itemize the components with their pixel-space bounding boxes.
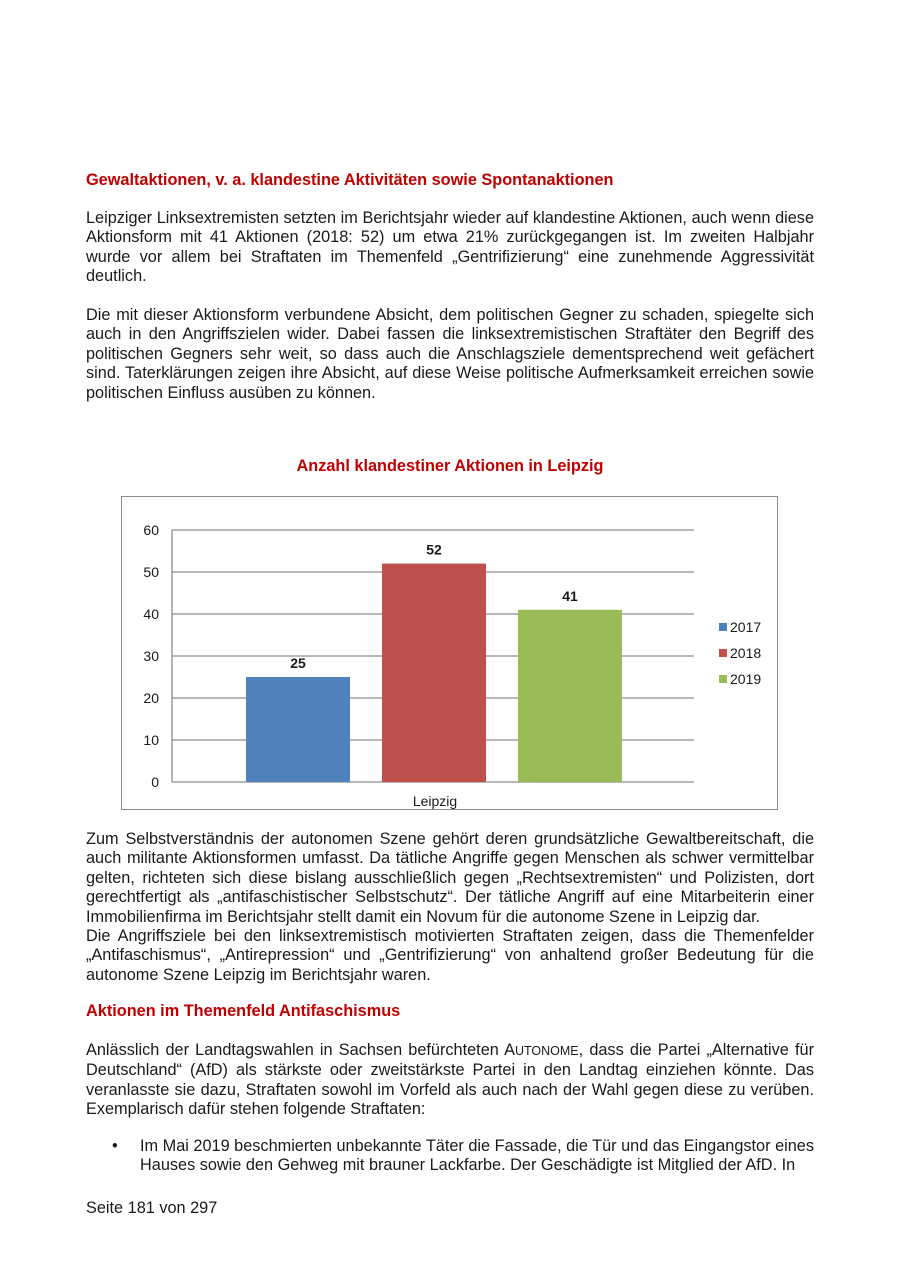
p5-smallcaps-autonome: UTONOME — [514, 1044, 579, 1058]
y-tick-label: 20 — [143, 690, 159, 706]
list-item-text: Im Mai 2019 beschmierten unbekannte Täter die Fassade, die Tür und das Eingangstor eines Hauses sowie den Gehweg mit brauner Lackfarbe. Der Geschädigte ist Mitglied der AfD. In — [140, 1137, 814, 1175]
bar-chart — [121, 496, 778, 810]
bullet-icon: • — [112, 1137, 118, 1155]
bar-2017 — [246, 677, 350, 782]
legend-label-2017: 2017 — [730, 619, 762, 635]
legend-label-2019: 2019 — [730, 671, 762, 687]
data-label-2019: 41 — [562, 587, 578, 604]
y-tick-label: 50 — [143, 564, 159, 580]
p5-text-before: Anlässlich der Landtagswahlen in Sachsen befürchteten A — [86, 1041, 515, 1059]
section-heading-antifaschismus: Aktionen im Themenfeld Antifaschismus — [86, 1002, 401, 1020]
bullet-list — [86, 1137, 814, 1176]
p5-text-after: , dass die Partei „Alternative für Deutschland“ (AfD) als stärkste oder zweitstärkste Partei in den Landtag einziehen könnte. Das veranlasste sie dazu, Straftaten sowohl im Vorfeld als auch nach der Wahl gegen diese zu verüben. Exemplarisch dafür stehen folgende Straftaten: — [86, 1041, 814, 1119]
page-footer: Seite 181 von 297 — [86, 1199, 218, 1217]
data-label-2017: 25 — [290, 655, 306, 671]
legend-swatch-2019 — [719, 675, 727, 683]
legend-swatch-2017 — [719, 623, 727, 631]
x-category-label: Leipzig — [412, 793, 458, 809]
paragraph-angriffsziele: Die Angriffsziele bei den linksextremistisch motivierten Straftaten zeigen, dass die Themenfelder „Antifaschismus“, „Antirepression“ und „Gentrifizierung“ von anhaltend großer Bedeutung für die autonome Szene Leipzig im Berichtsjahr waren. — [86, 927, 814, 984]
legend-label-2018: 2018 — [730, 645, 762, 661]
paragraph-selbstverstaendnis: Zum Selbstverständnis der autonomen Szene gehört deren grundsätzliche Gewaltbereitschaft, die auch militante Aktionsformen umfasst. Da tätliche Angriffe gegen Menschen als schwer vermittelbar gelten, richteten sich diese bislang ausschließlich gegen „Rechtsextremisten“ und Polizisten, dort gerechtfertigt als „antifaschistischer Selbstschutz“. Der tätliche Angriff auf eine Mitarbeiterin einer Immobilienfirma im Berichtsjahr stellt damit ein Novum für die autonome Szene in Leipzig dar. — [86, 830, 814, 926]
paragraph-landtagswahlen — [86, 1041, 814, 1120]
paragraph-politischer-gegner: Die mit dieser Aktionsform verbundene Absicht, dem politischen Gegner zu schaden, spiegelte sich auch in den Angriffszielen wider. Dabei fassen die linksextremistischen Straftäter den Begriff des politischen Gegners sehr weit, so dass auch die Anschlagsziele dementsprechend weit gefächert sind. Taterklärungen zeigen ihre Absicht, auf diese Weise politische Aufmerksamkeit erreichen sowie politischen Einfluss ausüben zu können. — [86, 306, 814, 402]
bar-2019 — [518, 610, 622, 782]
y-tick-label: 30 — [143, 648, 159, 664]
y-tick-label: 0 — [151, 774, 159, 790]
chart-title: Anzahl klandestiner Aktionen in Leipzig — [296, 457, 604, 475]
y-tick-label: 40 — [143, 606, 159, 622]
bar-2018 — [382, 564, 486, 782]
y-tick-label: 10 — [143, 732, 159, 748]
paragraph-klandestine-aktionen: Leipziger Linksextremisten setzten im Berichtsjahr wieder auf klandestine Aktionen, auch wenn diese Aktionsform mit 41 Aktionen (2018: 52) um etwa 21% zurückgegangen ist. Im zweiten Halbjahr wurde vor allem bei Straftaten im Themenfeld „Gentrifizierung“ eine zunehmende Aggressivität deutlich. — [86, 209, 814, 286]
section-heading-gewaltaktionen: Gewaltaktionen, v. a. klandestine Aktivitäten sowie Spontanaktionen — [86, 171, 614, 189]
list-item — [86, 1137, 814, 1176]
data-label-2018: 52 — [426, 541, 442, 558]
y-tick-label: 60 — [143, 522, 159, 538]
legend-swatch-2018 — [719, 649, 727, 657]
